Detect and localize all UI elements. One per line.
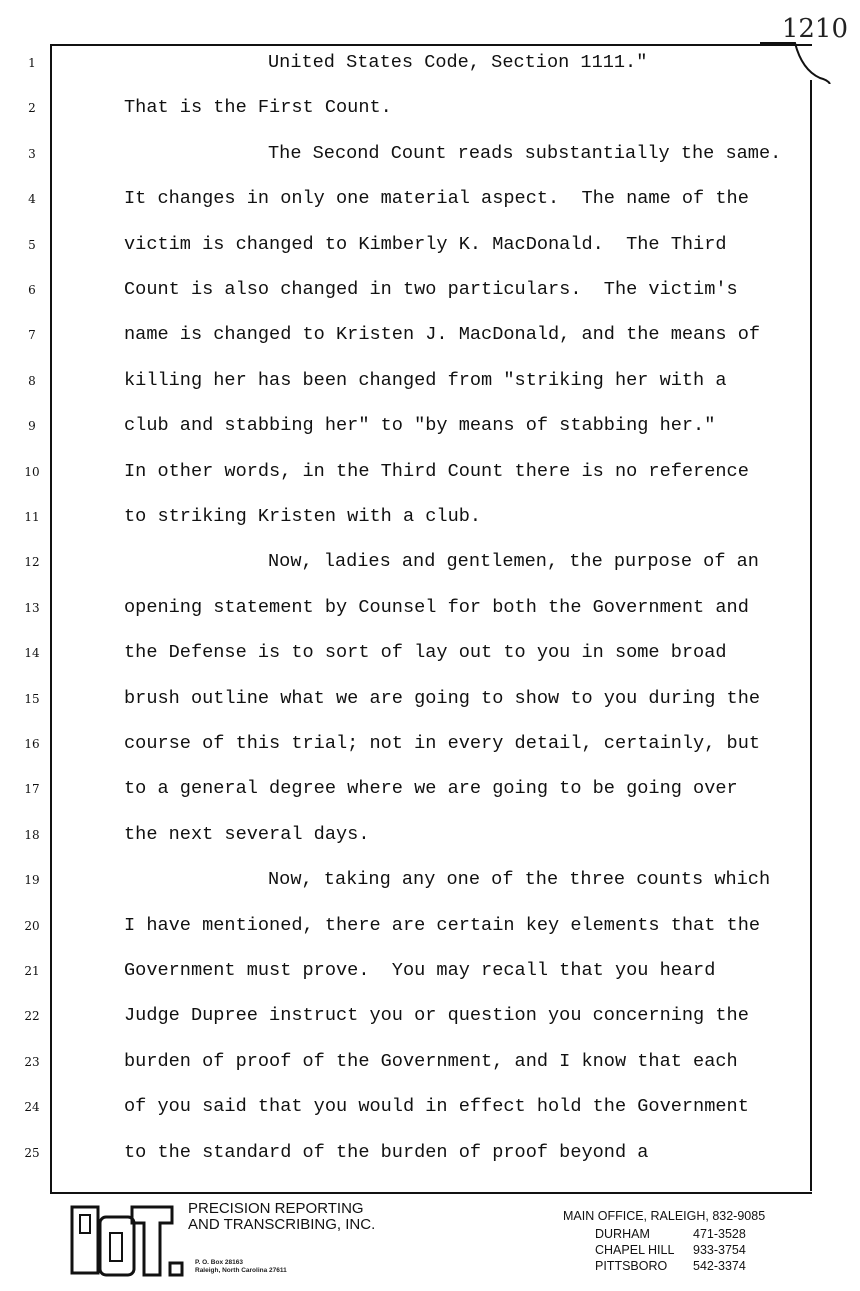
company-name-line2: AND TRANSCRIBING, INC.: [188, 1216, 376, 1233]
line-number: 1: [28, 56, 36, 70]
line-number: 5: [28, 237, 36, 252]
transcript-line: opening statement by Counsel for both the Government and: [124, 596, 749, 618]
office-phone: 471-3528: [693, 1227, 746, 1241]
transcript-line: club and stabbing her" to "by means of stabbing her.": [124, 415, 716, 437]
line-number: 9: [28, 419, 36, 434]
company-address: [195, 1259, 287, 1275]
frame-corner-curve: [760, 42, 860, 84]
transcript-line: That is the First Count.: [124, 97, 392, 119]
transcript-line: In other words, in the Third Count there is no reference: [124, 460, 749, 482]
office-phone: 933-3754: [693, 1243, 746, 1257]
transcript-line: Now, ladies and gentlemen, the purpose of an: [268, 551, 759, 573]
company-logo-icon: [70, 1203, 186, 1279]
transcript-line: killing her has been changed from "striking her with a: [124, 369, 727, 391]
transcript-line: name is changed to Kristen J. MacDonald, and the means of: [124, 324, 761, 346]
office-city: DURHAM: [595, 1227, 650, 1241]
office-city: CHAPEL HILL: [595, 1243, 675, 1257]
office-phone: 542-3374: [693, 1259, 746, 1273]
line-number: 23: [24, 1054, 40, 1069]
line-number: 20: [24, 918, 40, 933]
transcript-line: of you said that you would in effect hold the Government: [124, 1096, 749, 1118]
company-name-line1: PRECISION REPORTING: [188, 1200, 364, 1217]
line-number: 11: [24, 510, 40, 524]
transcript-line: The Second Count reads substantially the same.: [268, 142, 782, 164]
transcript-line: to the standard of the burden of proof beyond a: [124, 1141, 649, 1163]
office-city: PITTSBORO: [595, 1259, 668, 1273]
office-phone-list: [563, 1209, 765, 1274]
line-number: 3: [28, 146, 36, 161]
line-number: 15: [24, 691, 40, 706]
company-name: [188, 1201, 375, 1233]
line-number: 17: [24, 782, 40, 797]
transcript-line: It changes in only one material aspect. The name of the: [124, 188, 749, 210]
address-line1: P. O. Box 28163: [195, 1259, 243, 1266]
line-number: 4: [28, 192, 36, 207]
transcript-line: the next several days.: [124, 823, 370, 845]
line-number: 21: [24, 964, 40, 978]
transcript-line: the Defense is to sort of lay out to you in some broad: [124, 642, 727, 664]
footer: [0, 1195, 860, 1291]
transcript-line: victim is changed to Kimberly K. MacDonald. The Third: [124, 233, 727, 255]
transcript-line: brush outline what we are going to show to you during the: [124, 687, 761, 709]
transcript-line: to striking Kristen with a club.: [124, 506, 482, 527]
office-row: [595, 1226, 765, 1242]
line-number: 14: [24, 646, 40, 661]
transcript-line: Government must prove. You may recall that you heard: [124, 960, 716, 981]
transcript-line: United States Code, Section 1111.": [268, 52, 648, 73]
transcript-line: Count is also changed in two particulars. The victim's: [124, 279, 738, 300]
page-number: 1210: [781, 14, 848, 44]
transcript-line: burden of proof of the Government, and I know that each: [124, 1050, 738, 1072]
transcript-frame-right-border: [810, 80, 812, 1191]
transcript-line: Now, taking any one of the three counts which: [268, 869, 771, 891]
line-number: 25: [24, 1145, 40, 1160]
line-number: 13: [24, 600, 40, 615]
line-number: 2: [28, 101, 36, 116]
line-number: 10: [24, 464, 40, 479]
line-number: 16: [24, 737, 40, 751]
address-line2: Raleigh, North Carolina 27611: [195, 1267, 287, 1274]
line-number: 8: [28, 373, 36, 388]
main-office: MAIN OFFICE, RALEIGH, 832-9085: [563, 1209, 766, 1223]
line-number: 22: [24, 1009, 40, 1024]
transcript-line: course of this trial; not in every detail, certainly, but: [124, 733, 761, 754]
line-number: 7: [28, 328, 36, 343]
line-number: 19: [24, 873, 40, 888]
line-number: 18: [24, 827, 40, 842]
office-row: [595, 1258, 765, 1274]
office-row: [595, 1242, 765, 1258]
transcript-line: Judge Dupree instruct you or question you concerning the: [124, 1005, 749, 1027]
line-number: 12: [24, 555, 40, 570]
line-number: 24: [24, 1100, 40, 1115]
line-number: 6: [28, 283, 36, 297]
transcript-line: to a general degree where we are going to be going over: [124, 778, 738, 800]
transcript-line: I have mentioned, there are certain key elements that the: [124, 914, 761, 936]
